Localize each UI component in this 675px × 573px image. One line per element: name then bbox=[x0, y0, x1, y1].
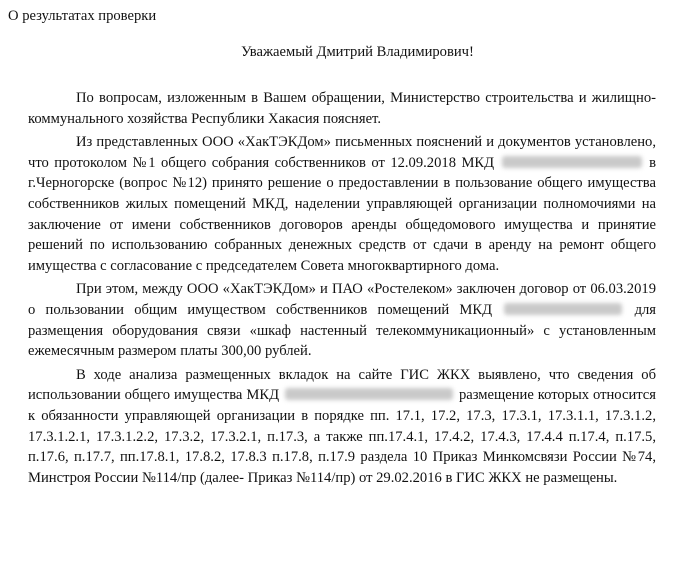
paragraph-4-text-start: В ходе анализа размещенных вкладок на сайте ГИС ЖКХ выявлено, что сведения об использовании общего имущества МКД bbox=[28, 366, 656, 404]
letter-subject: О результатах проверки bbox=[8, 8, 157, 24]
redacted-address bbox=[504, 303, 622, 315]
redacted-address bbox=[285, 388, 453, 400]
paragraph-4 bbox=[28, 365, 656, 489]
paragraph-1 bbox=[28, 88, 656, 129]
paragraph-2-text-start: Из представленных ООО «ХакТЭКДом» письменных пояснений и документов установлено, что протоколом №1 общего собрания собственников от 12.09.2018 МКД bbox=[28, 134, 656, 171]
paragraph-1-text: По вопросам, изложенным в Вашем обращении, Министерство строительства и жилищно-коммунального хозяйства Республики Хакасия поясняет. bbox=[28, 90, 656, 127]
letter-body bbox=[28, 88, 656, 491]
paragraph-3 bbox=[28, 279, 656, 361]
paragraph-2-text-end: в г.Черногорске (вопрос №12) принято решение о предоставлении в пользование общего имущества собственников жилых помещений МКД, наделении управляющей организации полномочиями на заключение от имени собственников договоров аренды общедомового имущества и принятие решений по использованию собранных денежных средств от сдачи в аренду на ремонт общего имущества с согласование с председателем Совета многоквартирного дома. bbox=[28, 154, 656, 274]
paragraph-3-text-start: При этом, между ООО «ХакТЭКДом» и ПАО «Ростелеком» заключен договор от 06.03.2019 о пользовании общим имуществом собственников помещений МКД bbox=[28, 281, 656, 318]
paragraph-4-text-end: размещение которых относится к обязанности управляющей организации в порядке пп. 17.1, 17.2, 17.3, 17.3.1, 17.3.1.1, 17.3.1.2, 17.3.1.2.1, 17.3.1.2.2, 17.3.2, 17.3.2.1, п.17.3, а также пп.17.4.1, 17.4.2, 17.4.3, 17.4.4 п.17.4, п.17.5, п.17.6, п.17.7, пп.17.8.1, 17.8.2, 17.8.3 п.17.8, п.17.9 раздела 10 Приказ Минкомсвязи России №74, Минстроя России №114/пр (далее- Приказ №114/пр) от 29.02.2016 в ГИС ЖКХ не размещены. bbox=[28, 387, 657, 486]
letter-salutation: Уважаемый Дмитрий Владимирович! bbox=[241, 44, 474, 60]
redacted-address bbox=[502, 156, 642, 168]
paragraph-3-text-end: для размещения оборудования связи «шкаф настенный телекоммуникационный» с установленным ежемесячным размером платы 300,00 рублей. bbox=[28, 301, 656, 360]
paragraph-2 bbox=[28, 132, 656, 276]
